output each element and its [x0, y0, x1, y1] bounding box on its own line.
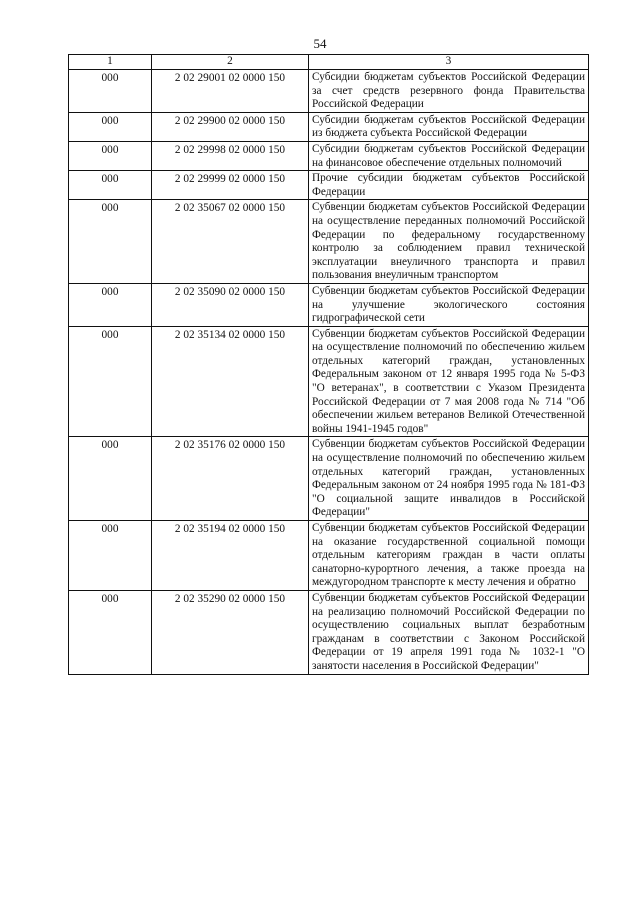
- admin-code-cell: 000: [69, 590, 152, 674]
- admin-code-cell: 000: [69, 141, 152, 170]
- budget-code-cell: 2 02 35067 02 0000 150: [152, 200, 309, 284]
- description-cell: Субвенции бюджетам субъектов Российской Федерации на улучшение экологического состояния гидрографической сети: [309, 283, 589, 326]
- description-cell: Субвенции бюджетам субъектов Российской Федерации на осуществление полномочий по обеспечению жильем отдельных категорий граждан, установленных Федеральным законом от 12 января 1995 года № 5-ФЗ "О ветеранах", в соответствии с Указом Президента Российской Федерации от 7 мая 2008 года № 714 "Об обеспечении жильем ветеранов Великой Отечественной войны 1941-1945 годов": [309, 326, 589, 437]
- description-cell: Субсидии бюджетам субъектов Российской Федерации за счет средств резервного фонда Правительства Российской Федерации: [309, 70, 589, 113]
- table-row: [69, 141, 589, 170]
- budget-code-cell: 2 02 35194 02 0000 150: [152, 521, 309, 591]
- budget-code-cell: 2 02 29001 02 0000 150: [152, 70, 309, 113]
- budget-code-cell: 2 02 29998 02 0000 150: [152, 141, 309, 170]
- table-row: [69, 326, 589, 437]
- table-row: [69, 171, 589, 200]
- budget-code-cell: 2 02 29900 02 0000 150: [152, 112, 309, 141]
- description-cell: Субсидии бюджетам субъектов Российской Федерации на финансовое обеспечение отдельных полномочий: [309, 141, 589, 170]
- table-row: [69, 70, 589, 113]
- description-cell: Субвенции бюджетам субъектов Российской Федерации на оказание государственной социальной помощи отдельным категориям граждан в части оплаты санаторно-курортного лечения, а также проезда на междугородном транспорте к месту лечения и обратно: [309, 521, 589, 591]
- table-row: [69, 521, 589, 591]
- budget-code-cell: 2 02 35090 02 0000 150: [152, 283, 309, 326]
- budget-code-cell: 2 02 35290 02 0000 150: [152, 590, 309, 674]
- table-row: [69, 200, 589, 284]
- description-cell: Субвенции бюджетам субъектов Российской Федерации на осуществление полномочий по обеспечению жильем отдельных категорий граждан, установленных Федеральным законом от 24 ноября 1995 года № 181-ФЗ "О социальной защите инвалидов в Российской Федерации": [309, 437, 589, 521]
- budget-code-cell: 2 02 35134 02 0000 150: [152, 326, 309, 437]
- admin-code-cell: 000: [69, 200, 152, 284]
- table-row: [69, 112, 589, 141]
- description-cell: Субвенции бюджетам субъектов Российской Федерации на осуществление переданных полномочий Российской Федерации по федеральному государственному контролю за соблюдением правил технической эксплуатации внеуличного транспорта и правил пользования внеуличным транспортом: [309, 200, 589, 284]
- budget-code-cell: 2 02 35176 02 0000 150: [152, 437, 309, 521]
- column-header-2: 2: [152, 55, 309, 70]
- table-row: [69, 590, 589, 674]
- page-number: 54: [313, 36, 327, 51]
- admin-code-cell: 000: [69, 171, 152, 200]
- description-cell: Субвенции бюджетам субъектов Российской Федерации на реализацию полномочий Российской Федерации по осуществлению социальных выплат безработным гражданам в соответствии с Законом Российской Федерации от 19 апреля 1991 года № 1032-1 "О занятости населения в Российской Федерации": [309, 590, 589, 674]
- admin-code-cell: 000: [69, 283, 152, 326]
- admin-code-cell: 000: [69, 326, 152, 437]
- table-row: [69, 283, 589, 326]
- budget-revenue-table: [68, 54, 589, 675]
- table-row: [69, 437, 589, 521]
- description-cell: Прочие субсидии бюджетам субъектов Российской Федерации: [309, 171, 589, 200]
- column-header-3: 3: [309, 55, 589, 70]
- column-header-1: 1: [69, 55, 152, 70]
- admin-code-cell: 000: [69, 112, 152, 141]
- admin-code-cell: 000: [69, 70, 152, 113]
- description-cell: Субсидии бюджетам субъектов Российской Федерации из бюджета субъекта Российской Федерации: [309, 112, 589, 141]
- budget-code-cell: 2 02 29999 02 0000 150: [152, 171, 309, 200]
- admin-code-cell: 000: [69, 521, 152, 591]
- table-header-row: [69, 55, 589, 70]
- admin-code-cell: 000: [69, 437, 152, 521]
